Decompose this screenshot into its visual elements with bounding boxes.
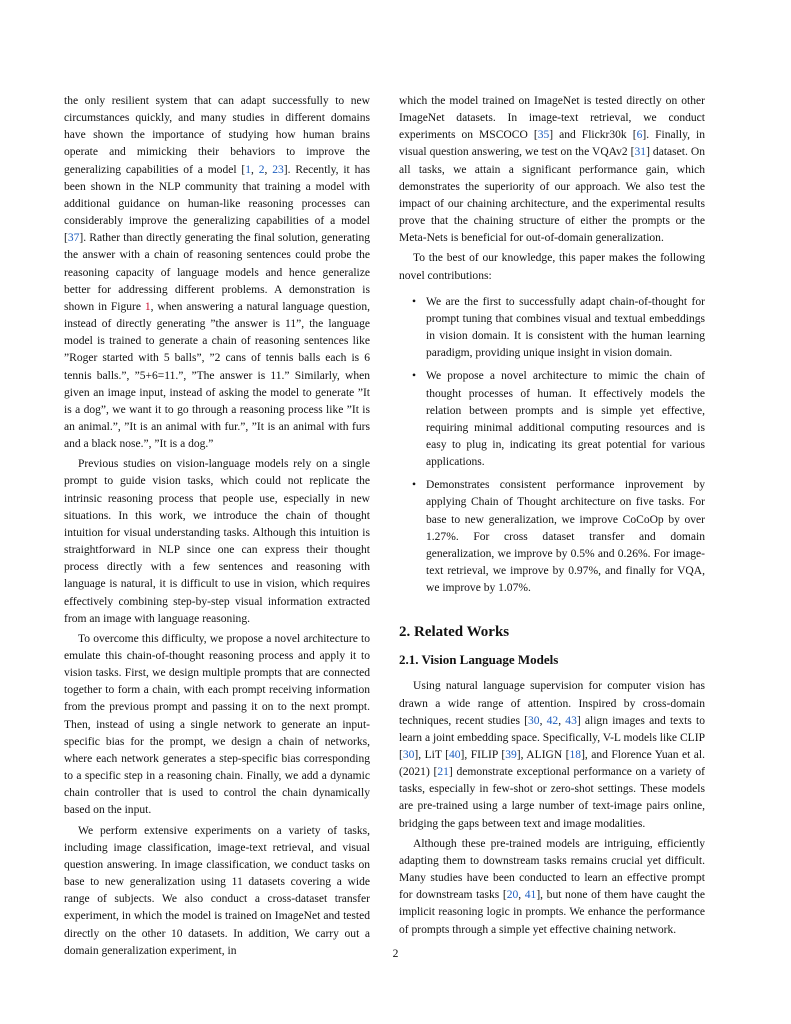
citation-link[interactable]: 23 — [272, 163, 284, 176]
citation-link[interactable]: 30 — [528, 714, 540, 727]
list-item — [399, 368, 705, 471]
list-item — [399, 294, 705, 363]
left-column — [64, 93, 370, 960]
citation-link[interactable]: 1 — [245, 163, 252, 176]
list-item — [399, 477, 705, 597]
left-paragraph-3: To overcome this difficulty, we propose a novel architecture to emulate this chain-of-thought reasoning process and apply it to vision tasks. First, we design multiple prompts that are connected together to form a chain, with each prompt receiving information from the previous prompt and passing it on to the next prompt. Then, instead of using a single network to generate an input-specific bias for the prompt, we design a chain of networks, where each network generates a step-specific bias corresponding to a specific step in a reasoning chain. Finally, we add a dynamic chain controller that is used to control the chain dynamically based on the input. — [64, 632, 370, 817]
citation-link[interactable]: 21 — [437, 766, 449, 779]
left-paragraph-4: We perform extensive experiments on a variety of tasks, including image classification, image-text retrieval, and visual question answering. In image classification, we conduct tasks on base to new generalization using 11 datasets covering a wide range of subjects. We also conduct a cross-dataset transfer experiment, in which the model is trained on ImageNet and tested directly on the other 10 datasets. In addition, We carry out a domain generalization experiment, in — [64, 824, 370, 957]
right-column — [399, 93, 705, 939]
citation-link[interactable]: 18 — [569, 749, 582, 761]
right-paragraph-1: which the model trained on ImageNet is tested directly on other ImageNet datasets. In image-text retrieval, we conduct experiments on MSCOCO [35] and Flickr30k [6]. Finally, in visual question answering, we test on the VQAv2 [31] dataset. On all tasks, we attain a significant performance gain, which demonstrates the superiority of our approach. We also test the impact of our chaining architecture, and the experimental results prove that the chaining structure of either the prompts or the Meta-Nets is beneficial for out-of-domain generalization. — [399, 95, 705, 245]
contribution-text: We are the first to successfully adapt chain-of-thought for prompt tuning that combines visual and textual embeddings in vision domain. It is consistent with the human learning paradigm, providing unique insight in vision domain. — [426, 295, 705, 360]
citation-link[interactable]: 41 — [524, 889, 537, 902]
subsection-heading: 2.1. Vision Language Models — [399, 652, 559, 668]
contribution-text: Demonstrates consistent performance inprovement by applying Chain of Thought architecture on five tasks. For base to new generalization, we improve CoCoOp by over 1.27%. For cross dataset transfer and domain generalization, we improve by 0.5% and 0.26%. For image-text retrieval, we improve by 0.97%, and finally for VQA, we improve by 1.07%. — [426, 479, 705, 595]
citation-link[interactable]: 42 — [546, 714, 559, 727]
citation-link[interactable]: 31 — [634, 146, 647, 159]
right-paragraph-3: Using natural language supervision for computer vision has drawn a wide range of attention. Inspired by cross-domain techniques, recent studies [30, 42, 43] align images and texts to learn a joint embedding space. Specifically, V-L models like CLIP [30], LiT [40], FILIP [39], ALIGN [18], and Florence Yuan et al. (2021) [21] demonstrate exceptional performance on a variety of tasks, especially in few-shot or zero-shot settings. These models are pre-trained using a large number of text-image pairs online, bridging the gaps between text and image modalities. — [399, 680, 705, 830]
figure-reference-link[interactable]: 1 — [144, 300, 151, 313]
page-number: 2 — [392, 948, 399, 960]
contributions-list — [399, 294, 705, 598]
right-paragraph-4: Although these pre-trained models are intriguing, efficiently adapting them to downstream tasks remains crucial yet difficult. Many studies have been conducted to learn an effective prompt for downstream tasks [20, 41], but none of them have caught the implicit reasoning logic in prompts. We enhance the performance of prompts through a simple yet effective chaining network. — [399, 837, 705, 936]
citation-link[interactable]: 20 — [506, 889, 519, 902]
right-paragraph-2: To the best of our knowledge, this paper makes the following novel contributions: — [399, 252, 705, 282]
citation-link[interactable]: 30 — [402, 749, 415, 761]
bullet-icon: • — [412, 479, 417, 492]
contribution-text: We propose a novel architecture to mimic the chain of thought processes of human. It effectively models the relation between prompts and is simple yet effective, requiring minimal additional computing resources and is easy to plug in, indicating its great potential for various applications. — [426, 370, 705, 469]
citation-link[interactable]: 2 — [258, 163, 265, 176]
left-paragraph-1: the only resilient system that can adapt successfully to new circumstances quickly, and many studies in different domains have shown the importance of studying how human brains operate and mimicking their behaviors to improve the generalizing capabilities of a model [1, 2, 23]. Recently, it has been shown in the NLP community that training a model with additional guidance on human-like reasoning processes can considerably improve the generalizing capabilities of a model [37]. Rather than directly generating the final solution, generating the answer with a chain of reasoning sentences could probe the reasoning capacity of language models and hence generalize better for addressing different problems. A demonstration is shown in Figure 1, when answering a natural language question, instead of directly generating ”the answer is 11”, the language model is trained to generate a chain of reasoning sentences like ”Roger started with 5 balls”, ”2 cans of tennis balls each is 6 tennis balls.”, ”5+6=11.”, ”The answer is 11.” Similarly, when given an image input, instead of asking the model to generate ”It is a dog”, we want it to go through a reasoning process like ”It is an animal.”, ”It is an animal with fur.”, ”It is an animal with furs and a black nose.”, ”It is a dog.” — [64, 95, 370, 451]
citation-link[interactable]: 37 — [67, 232, 80, 245]
citation-link[interactable]: 6 — [636, 129, 643, 142]
citation-link[interactable]: 39 — [505, 749, 517, 761]
citation-link[interactable]: 40 — [449, 749, 461, 761]
citation-link[interactable]: 43 — [565, 714, 577, 727]
bullet-icon: • — [412, 295, 417, 308]
left-paragraph-2: Previous studies on vision-language models rely on a single prompt to guide vision tasks, which could not replicate the intrinsic reasoning process that people use, especially in new situations. In this work, we introduce the chain of thought intuition for visual understanding tasks. Although this intuition is straightforward in NLP since one can express their thought process directly with a few sentences and reasoning with language is natural, it is difficult to use in vision, which requires effectively combining step-by-step visual information extracted from an image with language reasoning. — [64, 458, 370, 625]
bullet-icon: • — [412, 370, 417, 383]
section-heading: 2. Related Works — [399, 624, 510, 641]
citation-link[interactable]: 35 — [537, 129, 550, 142]
